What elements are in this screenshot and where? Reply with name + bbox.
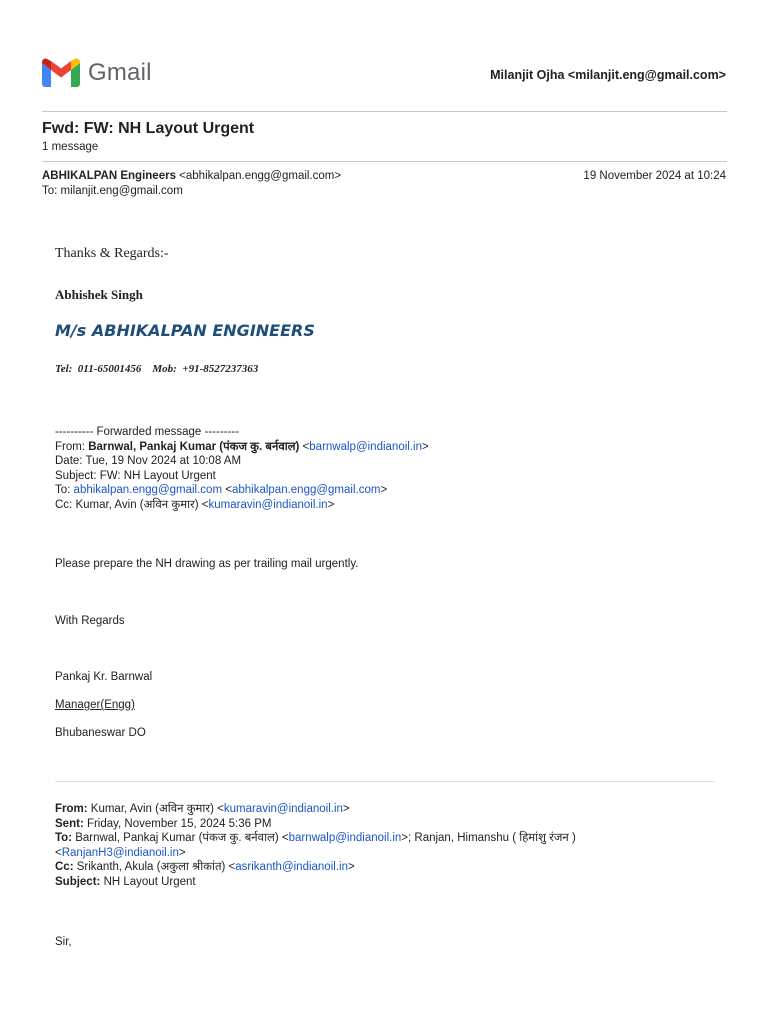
original-subject: Subject: NH Layout Urgent	[55, 875, 196, 888]
body-sender-title: Manager(Engg)	[55, 699, 135, 711]
message-date: 19 November 2024 at 10:24	[583, 170, 726, 182]
sender	[42, 170, 341, 182]
original-header	[55, 802, 576, 889]
signature-company: M/s ABHIKALPAN ENGINEERS	[55, 321, 315, 340]
signature-phone: Tel: 011-65001456 Mob: +91-8527237363	[55, 363, 259, 375]
original-to-email[interactable]: barnwalp@indianoil.in	[288, 832, 402, 844]
forwarded-cc-email[interactable]: kumaravin@indianoil.in	[208, 498, 328, 511]
thread-divider	[42, 161, 727, 162]
gmail-icon	[42, 58, 80, 87]
forwarded-title: ---------- Forwarded message ---------	[55, 426, 239, 438]
forwarded-header	[55, 425, 429, 512]
body-sender-office: Bhubaneswar DO	[55, 727, 146, 739]
forwarded-to-email[interactable]: abhikalpan.engg@gmail.com	[73, 484, 223, 496]
body-closing: With Regards	[55, 615, 125, 627]
forwarded-to: To: abhikalpan.engg@gmail.com <abhikalpan.engg@gmail.com>	[55, 484, 388, 496]
original-to: To: Barnwal, Pankaj Kumar (पंकज कु. बर्नवाल) <barnwalp@indianoil.in>; Ranjan, Himanshu ( हिमांशु रंजन )	[55, 832, 576, 844]
signature-name: Abhishek Singh	[55, 287, 143, 302]
original-from: From: Kumar, Avin (अविन कुमार) <kumaravin@indianoil.in>	[55, 803, 350, 815]
message-count: 1 message	[42, 141, 99, 153]
forwarded-subject: Subject: FW: NH Layout Urgent	[55, 469, 216, 482]
original-greeting: Sir,	[55, 936, 72, 948]
forwarded-to-email-2[interactable]: abhikalpan.engg@gmail.com	[231, 484, 381, 496]
original-from-email[interactable]: kumaravin@indianoil.in	[223, 803, 343, 815]
app-name: Gmail	[88, 58, 152, 86]
account-label: Milanjit Ojha <milanjit.eng@gmail.com>	[490, 68, 726, 82]
original-cc-email[interactable]: asrikanth@indianoil.in	[235, 861, 348, 873]
forwarded-from-name: Barnwal, Pankaj Kumar (पंकज कु. बर्नवाल)	[88, 440, 300, 453]
original-to-email-2[interactable]: RanjanH3@indianoil.in	[61, 846, 179, 859]
quoted-divider	[55, 781, 715, 782]
original-to-cont: <RanjanH3@indianoil.in>	[55, 846, 186, 859]
body-sender-name: Pankaj Kr. Barnwal	[55, 671, 153, 683]
sender-name: ABHIKALPAN Engineers	[42, 170, 176, 182]
forwarded-cc: Cc: Kumar, Avin (अविन कुमार) <kumaravin@indianoil.in>	[55, 498, 335, 511]
gmail-logo	[42, 58, 152, 87]
thread-subject: Fwd: FW: NH Layout Urgent	[42, 120, 255, 137]
signature-regards: Thanks & Regards:-	[55, 246, 169, 261]
forwarded-from-email[interactable]: barnwalp@indianoil.in	[309, 440, 422, 453]
recipient: To: milanjit.eng@gmail.com	[42, 185, 183, 197]
original-sent: Sent: Friday, November 15, 2024 5:36 PM	[55, 817, 272, 830]
sender-email: <abhikalpan.engg@gmail.com>	[179, 170, 342, 182]
header-divider	[42, 111, 727, 112]
forwarded-date: Date: Tue, 19 Nov 2024 at 10:08 AM	[55, 455, 242, 467]
forwarded-from: From: Barnwal, Pankaj Kumar (पंकज कु. बर्नवाल) <barnwalp@indianoil.in>	[55, 440, 429, 453]
original-cc: Cc: Srikanth, Akula (अकुला श्रीकांत) <asrikanth@indianoil.in>	[55, 861, 355, 873]
body-request: Please prepare the NH drawing as per trailing mail urgently.	[55, 558, 359, 570]
